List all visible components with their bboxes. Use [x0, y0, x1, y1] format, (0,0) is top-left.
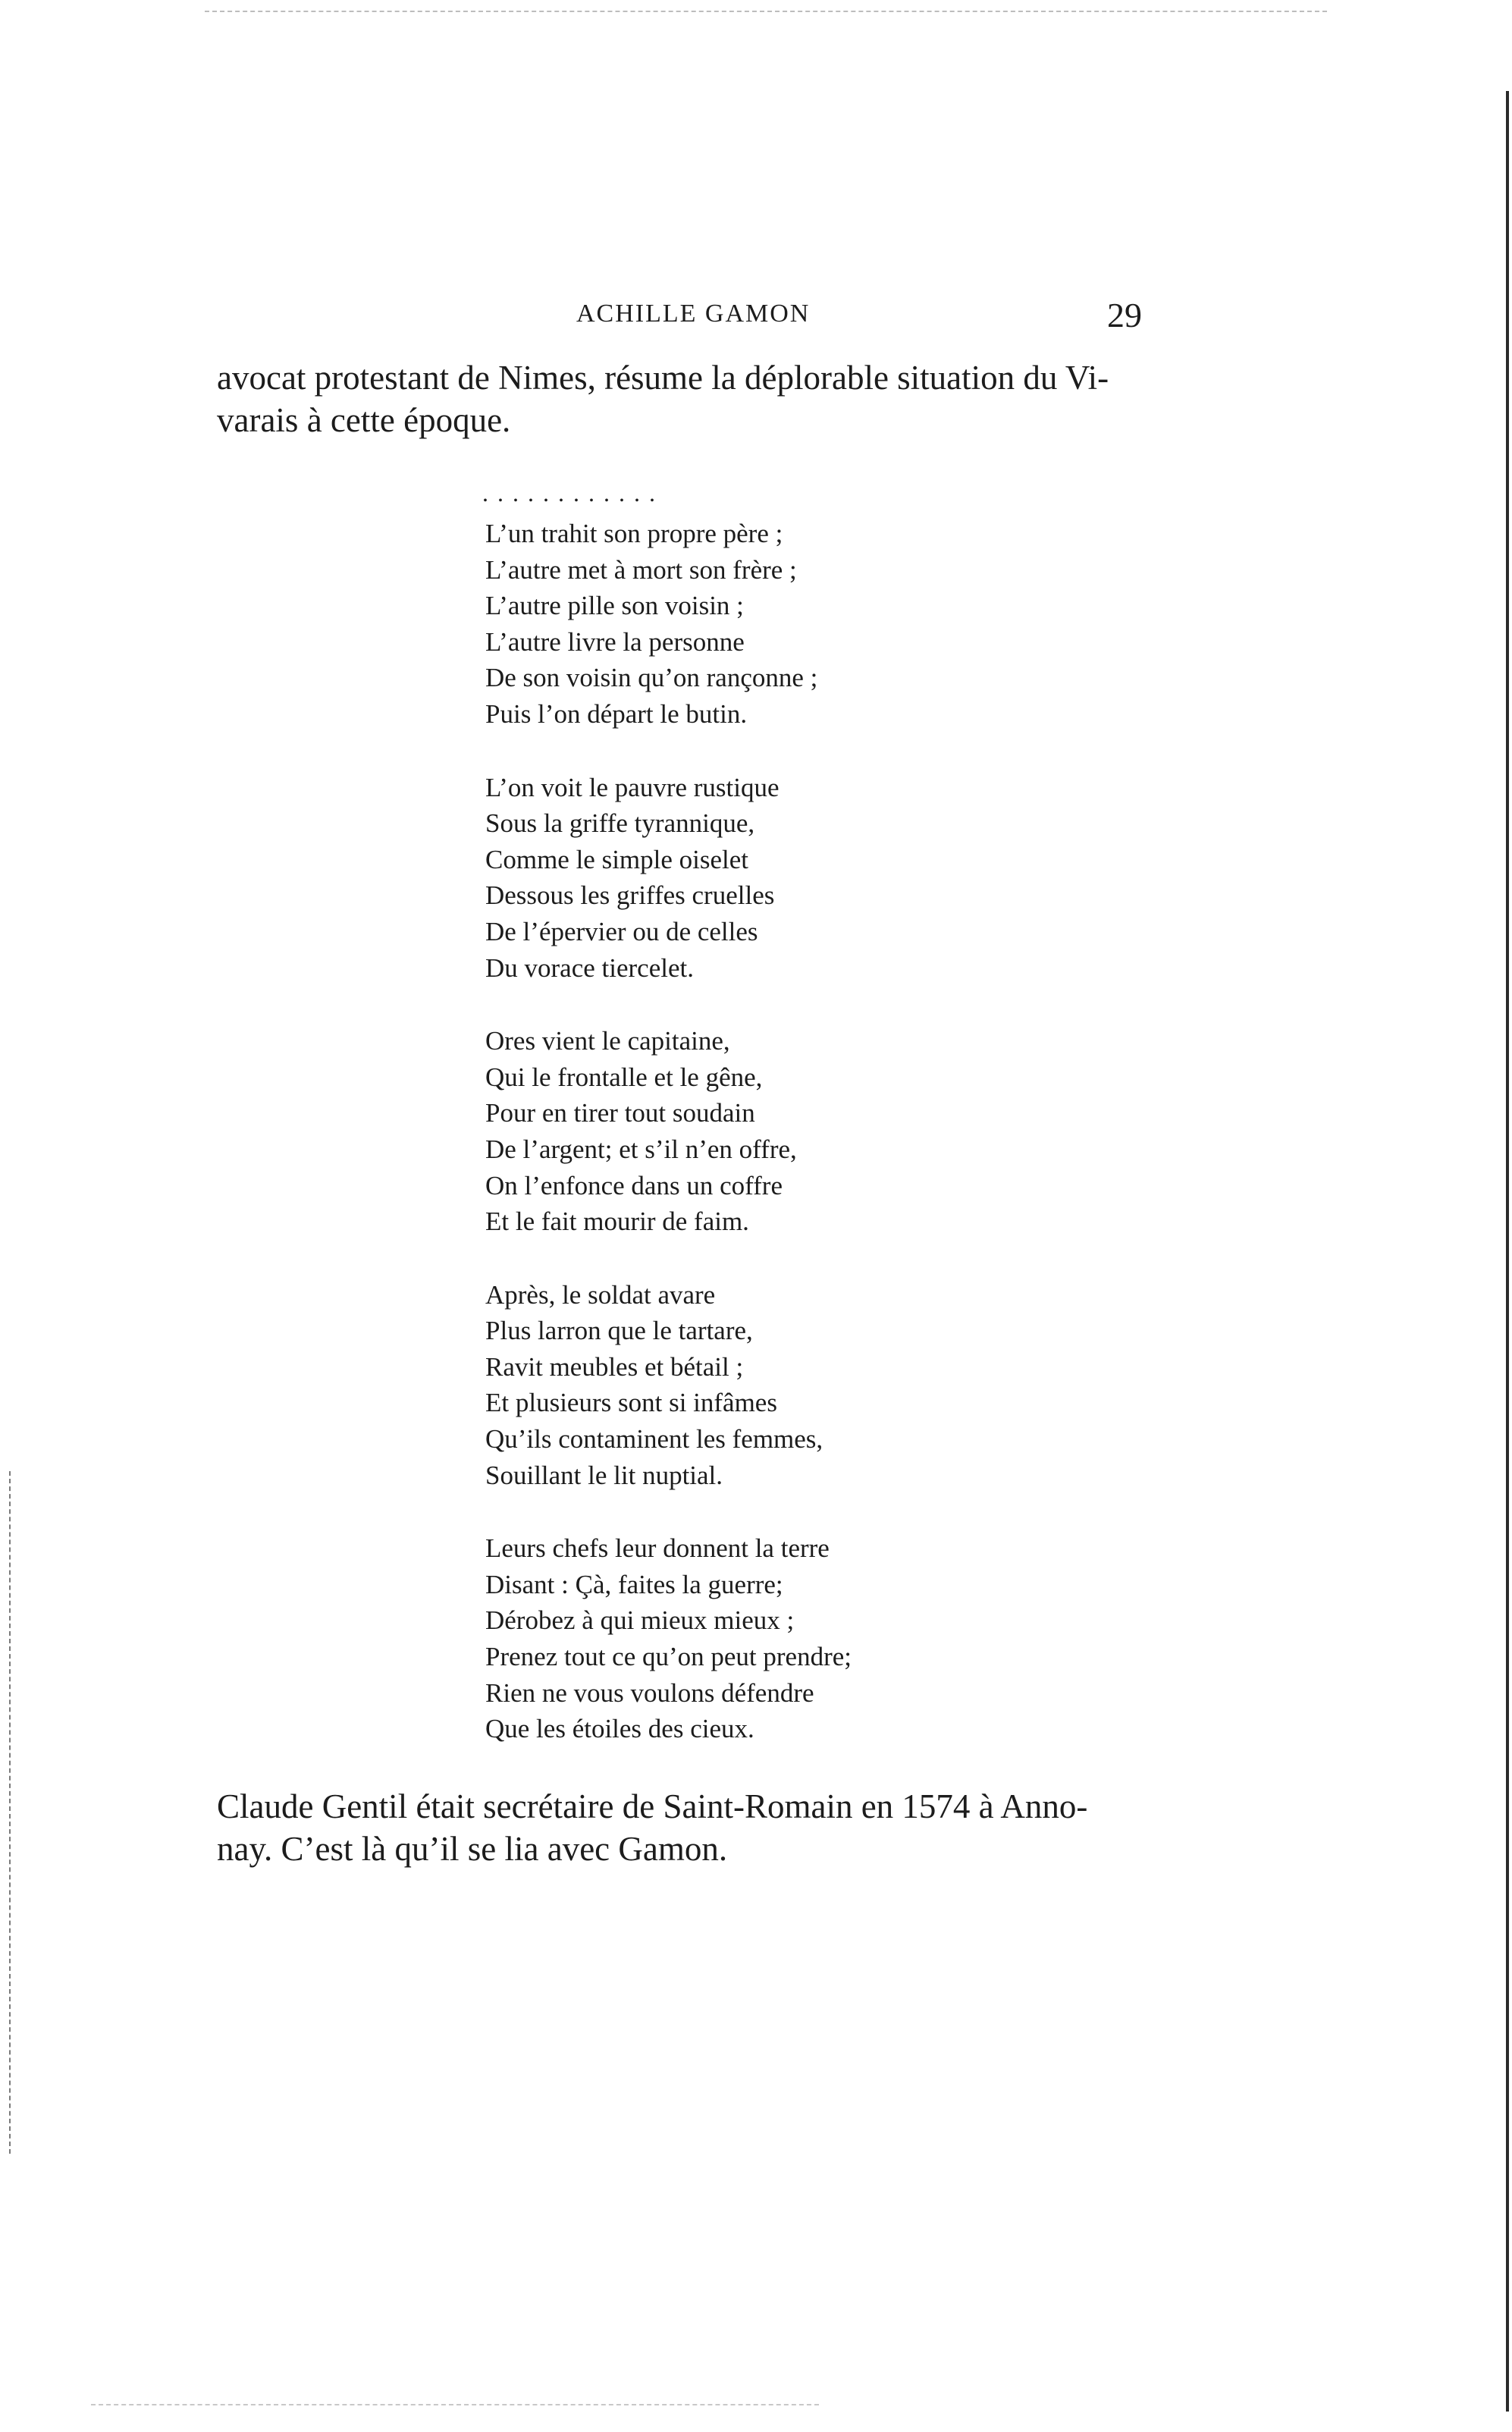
scan-edge-bottom [91, 2404, 819, 2405]
verse: L’on voit le pauvre rustique [485, 772, 780, 802]
verse: Après, le soldat avare [485, 1279, 716, 1310]
verse: De son voisin qu’on rançonne ; [485, 663, 818, 693]
verse: Qui le frontalle et le gêne, [485, 1062, 763, 1092]
verse: Qu’ils contaminent les femmes, [485, 1424, 823, 1454]
verse: De l’épervier ou de celles [485, 916, 758, 946]
intro-paragraph [217, 356, 1143, 441]
verse: Dessous les griffes cruelles [485, 880, 775, 911]
verse: Rien ne vous voulons défendre [485, 1677, 814, 1708]
verse: Disant : Çà, faites la guerre; [485, 1569, 783, 1599]
verse: Plus larron que le tartare, [485, 1316, 753, 1346]
verse: Ravit meubles et bétail ; [485, 1351, 744, 1382]
verse: Sous la griffe tyrannique, [485, 808, 755, 839]
verse: Ores vient le capitaine, [485, 1026, 730, 1056]
scan-edge-left [9, 1471, 11, 2154]
verse: Comme le simple oiselet [485, 844, 749, 874]
stanza-1 [485, 516, 1016, 733]
conclusion-line: nay. C’est là qu’il se lia avec Gamon. [217, 1830, 728, 1868]
stanza-5 [485, 1530, 1016, 1747]
verse: Dérobez à qui mieux mieux ; [485, 1605, 795, 1636]
poem-ellipsis: ............ [482, 479, 664, 507]
running-title: ACHILLE GAMON [576, 300, 811, 328]
verse: De l’argent; et s’il n’en offre, [485, 1134, 797, 1164]
verse: Que les étoiles des cieux. [485, 1714, 754, 1744]
conclusion-paragraph [217, 1785, 1143, 1870]
intro-line: varais à cette époque. [217, 401, 511, 439]
conclusion-line: Claude Gentil était secrétaire de Saint-Romain en 1574 à Anno- [217, 1787, 1088, 1825]
verse: L’autre pille son voisin ; [485, 591, 744, 621]
verse: L’autre livre la personne [485, 626, 745, 657]
verse: Pour en tirer tout soudain [485, 1098, 755, 1128]
verse: Souillant le lit nuptial. [485, 1460, 723, 1490]
page-number: 29 [1107, 296, 1142, 334]
poem [485, 516, 1016, 1784]
scan-edge-right [1506, 91, 1509, 2412]
stanza-4 [485, 1277, 1016, 1494]
verse: On l’enfonce dans un coffre [485, 1170, 783, 1200]
verse: Du vorace tiercelet. [485, 952, 694, 983]
stanza-2 [485, 770, 1016, 987]
stanza-3 [485, 1023, 1016, 1240]
scan-edge-top [205, 11, 1327, 12]
verse: Prenez tout ce qu’on peut prendre; [485, 1642, 852, 1672]
verse: Leurs chefs leur donnent la terre [485, 1533, 830, 1564]
verse: Et le fait mourir de faim. [485, 1207, 749, 1237]
verse: Puis l’on départ le butin. [485, 698, 748, 729]
verse: L’un trahit son propre père ; [485, 519, 783, 548]
intro-line: avocat protestant de Nimes, résume la déplorable situation du Vi- [217, 359, 1109, 397]
verse: Et plusieurs sont si infâmes [485, 1388, 777, 1418]
verse: L’autre met à mort son frère ; [485, 554, 797, 585]
